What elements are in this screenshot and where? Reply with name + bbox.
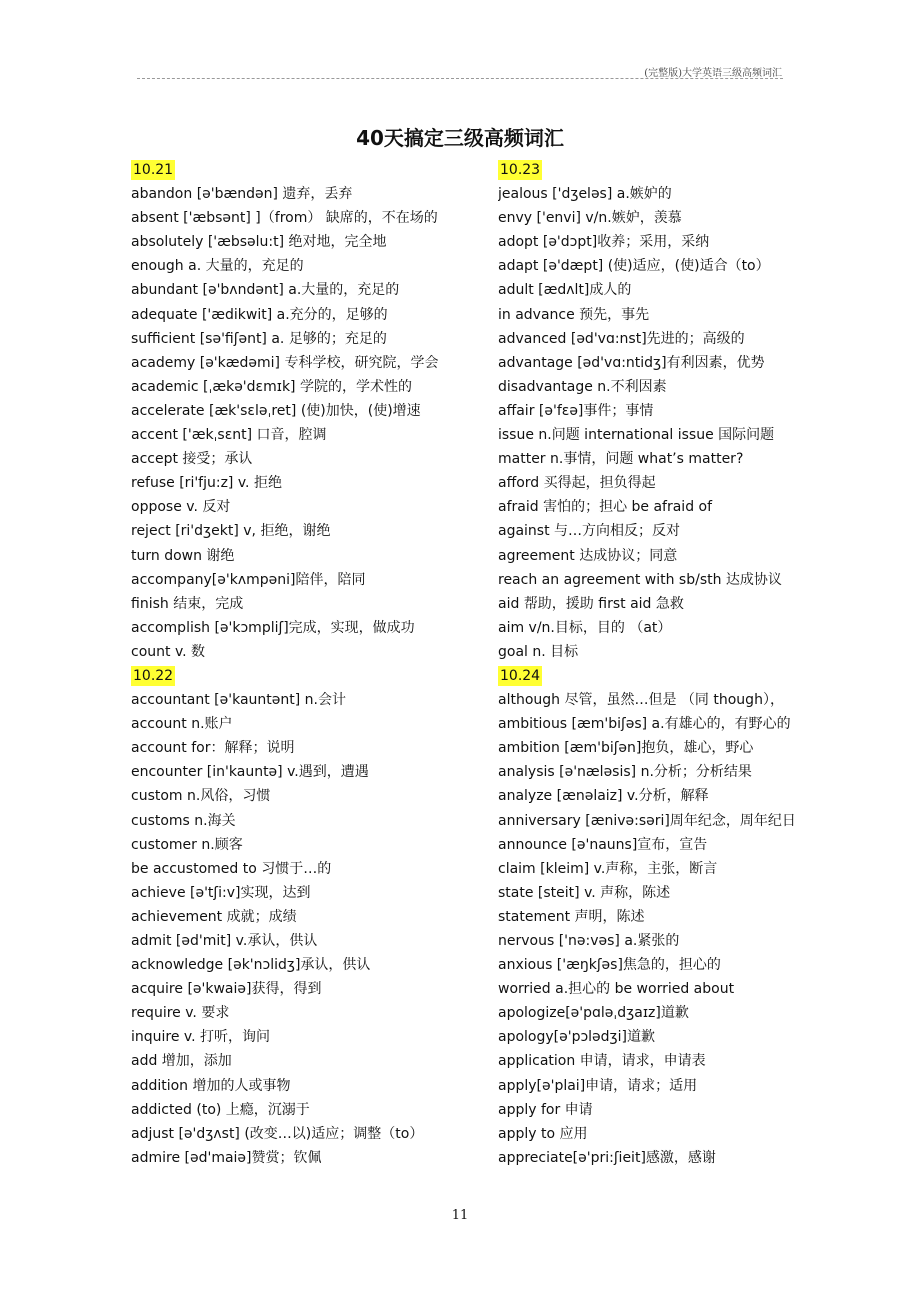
vocab-entry-text: apply[ə'plai]申请，请求；适用	[498, 1077, 698, 1094]
vocab-entry	[498, 688, 828, 712]
vocab-entry-text: apply to 应用	[498, 1125, 588, 1142]
vocab-entry	[498, 1074, 828, 1098]
vocab-entry	[498, 760, 828, 784]
vocab-entry-text: appreciate[ə'pri:ʃieit]感激，感谢	[498, 1149, 716, 1166]
vocab-entry-text: advantage [əd'vɑ:ntidʒ]有利因素，优势	[498, 354, 765, 371]
vocab-entry-text: academic [ˌækə'dɛmɪk] 学院的，学术性的	[131, 378, 412, 395]
date-label: 10.22	[133, 667, 174, 684]
vocab-entry-text: acknowledge [ək'nɔlidʒ]承认，供认	[131, 957, 371, 974]
vocab-entry	[498, 1025, 828, 1049]
vocab-entry-text: absolutely ['æbsəlu:t] 绝对地，完全地	[131, 234, 387, 251]
vocab-entry-text: analysis [ə'næləsis] n.分析；分析结果	[498, 764, 752, 781]
vocabulary-column-left	[131, 158, 461, 1170]
vocab-entry	[131, 519, 461, 543]
vocab-entry	[498, 712, 828, 736]
vocab-entry	[498, 206, 828, 230]
vocab-entry-text: issue n.问题 international issue 国际问题	[498, 427, 775, 444]
vocab-entry-text: anniversary [ænivə:səri]周年纪念，周年纪日	[498, 812, 796, 829]
vocab-entry	[131, 351, 461, 375]
vocab-entry	[498, 929, 828, 953]
vocab-entry	[498, 784, 828, 808]
vocab-entry	[498, 230, 828, 254]
vocab-entry-text: agreement 达成协议；同意	[498, 547, 678, 564]
vocab-entry	[498, 1146, 828, 1170]
vocab-entry	[131, 784, 461, 808]
vocab-entry-text: aid 帮助，援助 first aid 急救	[498, 595, 684, 612]
vocab-entry	[131, 375, 461, 399]
vocab-entry-text: require v. 要求	[131, 1005, 230, 1022]
vocab-entry	[131, 399, 461, 423]
vocab-entry	[498, 1098, 828, 1122]
vocab-entry-text: addicted (to) 上瘾，沉溺于	[131, 1101, 310, 1118]
vocab-entry	[131, 736, 461, 760]
vocab-entry	[498, 616, 828, 640]
running-header: (完整版)大学英语三级高频词汇	[644, 68, 782, 79]
vocab-entry	[498, 447, 828, 471]
vocab-entry-text: enough a. 大量的，充足的	[131, 258, 304, 275]
vocab-entry-text: count v. 数	[131, 643, 206, 660]
vocab-entry-text: oppose v. 反对	[131, 499, 231, 516]
vocab-entry-text: account n.账户	[131, 716, 233, 733]
vocab-entry	[131, 1122, 461, 1146]
date-label: 10.23	[500, 162, 541, 178]
vocab-entry	[131, 1098, 461, 1122]
vocab-entry-text: adopt [ə'dɔpt]收养；采用，采纳	[498, 234, 710, 251]
vocab-entry	[498, 568, 828, 592]
vocab-entry	[131, 1074, 461, 1098]
vocab-entry	[131, 447, 461, 471]
date-label: 10.21	[133, 162, 174, 178]
vocab-entry-text: inquire v. 打听，询问	[131, 1029, 271, 1046]
vocab-entry-text: achievement 成就；成绩	[131, 908, 297, 925]
vocab-entry	[131, 857, 461, 881]
vocab-entry	[498, 977, 828, 1001]
vocab-entry	[131, 881, 461, 905]
vocab-entry	[131, 905, 461, 929]
vocab-entry	[498, 278, 828, 302]
vocab-entry	[498, 736, 828, 760]
vocab-entry-text: claim [kleim] v.声称，主张，断言	[498, 860, 718, 877]
vocab-entry	[498, 351, 828, 375]
vocab-entry-text: adult [ædʌlt]成人的	[498, 282, 632, 299]
vocab-entry-text: academy [ə'kædəmi] 专科学校，研究院，学会	[131, 354, 439, 371]
vocab-entry	[131, 303, 461, 327]
vocab-entry-text: affair [ə'fɛə]事件；事情	[498, 402, 654, 419]
vocab-entry	[131, 688, 461, 712]
vocab-entry-text: nervous ['nə:vəs] a.紧张的	[498, 933, 680, 949]
vocab-entry	[131, 206, 461, 230]
vocabulary-column-right	[498, 158, 828, 1170]
vocab-entry-text: absent ['æbsənt] ]（from） 缺席的，不在场的	[131, 210, 438, 227]
vocab-entry	[131, 977, 461, 1001]
date-label: 10.24	[500, 667, 541, 684]
vocab-entry	[498, 182, 828, 206]
vocab-entry	[498, 303, 828, 327]
vocab-entry	[498, 495, 828, 519]
vocab-entry-text: add 增加，添加	[131, 1053, 232, 1070]
vocab-entry-text: account for：解释；说明	[131, 740, 295, 757]
vocab-entry-text: accomplish [ə'kɔmpliʃ]完成，实现，做成功	[131, 619, 415, 636]
date-heading	[498, 664, 828, 688]
vocab-entry-text: customs n.海关	[131, 812, 236, 829]
vocab-entry-text: advanced [əd'vɑ:nst]先进的；高级的	[498, 330, 745, 347]
vocab-entry-text: apply for 申请	[498, 1101, 593, 1118]
vocab-entry	[131, 544, 461, 568]
header-divider	[137, 78, 783, 79]
vocab-entry-text: aim v/n.目标，目的 （at）	[498, 619, 672, 636]
vocab-entry	[131, 616, 461, 640]
vocab-entry	[498, 857, 828, 881]
vocab-entry	[131, 230, 461, 254]
vocab-entry	[498, 833, 828, 857]
vocab-entry-text: state [steit] v. 声称，陈述	[498, 884, 671, 901]
vocab-entry-text: afford 买得起，担负得起	[498, 475, 656, 492]
vocab-entry	[498, 881, 828, 905]
page-number: 11	[451, 1208, 469, 1223]
vocab-entry	[498, 905, 828, 929]
vocab-entry	[131, 760, 461, 784]
vocab-entry-text: matter n.事情，问题 what’s matter?	[498, 451, 744, 468]
vocab-entry-text: in advance 预先，事先	[498, 306, 650, 323]
vocab-entry-text: application 申请，请求，申请表	[498, 1053, 706, 1070]
vocab-entry-text: accent ['ækˌsɛnt] 口音，腔调	[131, 427, 327, 444]
vocab-entry-text: accountant [ə'kauntənt] n.会计	[131, 692, 346, 709]
vocab-entry	[498, 640, 828, 664]
vocab-entry	[131, 327, 461, 351]
vocab-entry	[131, 592, 461, 616]
vocab-entry-text: finish 结束，完成	[131, 595, 244, 612]
vocab-entry-text: addition 增加的人或事物	[131, 1077, 291, 1094]
vocab-entry	[131, 1001, 461, 1025]
vocab-entry	[131, 182, 461, 206]
vocab-entry-text: statement 声明，陈述	[498, 908, 645, 925]
vocab-entry-text: reach an agreement with sb/sth 达成协议	[498, 571, 782, 588]
date-heading	[131, 158, 461, 182]
date-heading	[498, 158, 828, 182]
vocab-entry	[498, 327, 828, 351]
vocab-entry-text: analyze [ænəlaiz] v.分析，解释	[498, 788, 709, 805]
vocab-entry-text: accompany[ə'kʌmpəni]陪伴，陪同	[131, 571, 366, 588]
vocab-entry-text: acquire [ə'kwaiə]获得，得到	[131, 981, 322, 998]
vocab-entry	[498, 471, 828, 495]
vocab-entry-text: accept 接受；承认	[131, 451, 253, 468]
vocab-entry-text: ambitious [æm'biʃəs] a.有雄心的，有野心的	[498, 716, 791, 733]
vocab-entry	[131, 1049, 461, 1073]
vocab-entry-text: custom n.风俗，习惯	[131, 788, 271, 805]
vocab-entry-text: adapt [ə'dæpt] (使)适应，(使)适合（to）	[498, 258, 770, 275]
vocab-entry	[498, 953, 828, 977]
vocab-entry	[131, 929, 461, 953]
vocab-entry-text: abundant [ə'bʌndənt] a.大量的，充足的	[131, 282, 400, 299]
vocab-entry	[498, 519, 828, 543]
vocab-entry-text: apology[ə'pɔlədʒi]道歉	[498, 1029, 655, 1046]
vocab-entry-text: abandon [ə'bændən] 遗弃，丢弃	[131, 186, 353, 203]
vocab-entry-text: envy ['envi] v/n.嫉妒，羡慕	[498, 210, 682, 227]
date-heading	[131, 664, 461, 688]
vocab-entry-text: refuse [ri'fju:z] v. 拒绝	[131, 475, 282, 492]
vocab-entry-text: adjust [ə'dʒʌst] (改变…以)适应；调整（to）	[131, 1125, 424, 1142]
vocab-entry-text: apologize[ə'pɑləˌdʒaɪz]道歉	[498, 1005, 689, 1022]
vocab-entry-text: worried a.担心的 be worried about	[498, 981, 735, 998]
vocab-entry-text: customer n.顾客	[131, 836, 243, 853]
vocab-entry-text: disadvantage n.不利因素	[498, 378, 667, 395]
vocab-entry-text: achieve [ə'tʃi:v]实现，达到	[131, 884, 311, 901]
vocab-entry-text: goal n. 目标	[498, 643, 579, 660]
vocab-entry-text: although 尽管，虽然…但是 （同 though），	[498, 692, 784, 709]
vocab-entry	[131, 833, 461, 857]
vocab-entry	[498, 1122, 828, 1146]
vocab-entry	[131, 953, 461, 977]
vocab-entry-text: anxious ['æŋkʃəs]焦急的，担心的	[498, 957, 721, 974]
vocab-entry	[131, 254, 461, 278]
vocab-entry-text: admit [əd'mit] v.承认，供认	[131, 933, 318, 949]
vocab-entry-text: ambition [æm'biʃən]抱负，雄心，野心	[498, 740, 754, 757]
vocab-entry-text: accelerate [æk'sɛləˌret] (使)加快，(使)增速	[131, 402, 421, 419]
vocab-entry-text: adequate ['ædikwit] a.充分的，足够的	[131, 306, 388, 323]
vocab-entry-text: reject [ri'dʒekt] v, 拒绝，谢绝	[131, 523, 331, 540]
vocab-entry	[498, 254, 828, 278]
vocab-entry	[498, 399, 828, 423]
vocab-entry	[131, 278, 461, 302]
vocab-entry	[131, 640, 461, 664]
vocab-entry	[131, 1025, 461, 1049]
vocab-entry	[131, 495, 461, 519]
vocab-entry	[498, 809, 828, 833]
vocab-entry-text: jealous ['dʒeləs] a.嫉妒的	[498, 186, 672, 203]
vocab-entry-text: encounter [in'kauntə] v.遇到，遭遇	[131, 764, 369, 781]
vocab-entry-text: sufficient [sə'fiʃənt] a. 足够的；充足的	[131, 330, 387, 347]
vocab-entry	[131, 809, 461, 833]
vocab-entry	[498, 1001, 828, 1025]
vocab-entry	[498, 592, 828, 616]
vocab-entry-text: against 与…方向相反；反对	[498, 523, 681, 540]
page-title: 40天搞定三级高频词汇	[356, 126, 564, 150]
vocab-entry	[131, 568, 461, 592]
vocab-entry	[498, 544, 828, 568]
vocab-entry-text: be accustomed to 习惯于…的	[131, 860, 332, 877]
vocab-entry	[131, 712, 461, 736]
vocab-entry-text: announce [ə'nauns]宣布，宣告	[498, 836, 708, 853]
vocab-entry-text: afraid 害怕的；担心 be afraid of	[498, 499, 713, 516]
vocab-entry-text: turn down 谢绝	[131, 547, 235, 564]
vocab-entry	[498, 375, 828, 399]
vocab-entry-text: admire [əd'maiə]赞赏；钦佩	[131, 1149, 322, 1166]
vocab-entry	[498, 423, 828, 447]
vocab-entry	[498, 1049, 828, 1073]
vocab-entry	[131, 471, 461, 495]
vocab-entry	[131, 1146, 461, 1170]
vocab-entry	[131, 423, 461, 447]
